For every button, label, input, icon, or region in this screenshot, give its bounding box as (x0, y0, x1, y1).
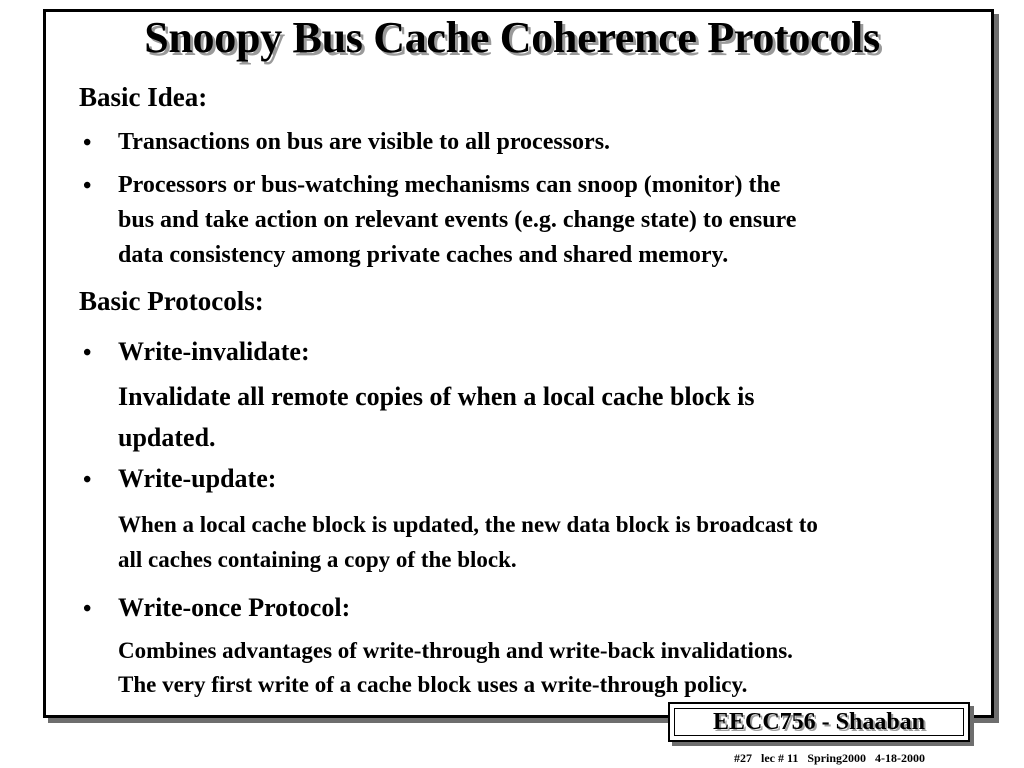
write-once-desc-line-1: Combines advantages of write-through and write-back invalidations. (118, 638, 793, 663)
bullet-icon: • (83, 173, 92, 199)
course-badge-label: EECC756 - Shaaban (674, 708, 964, 736)
bullet-icon: • (83, 467, 92, 493)
write-once-desc-line-2: The very first write of a cache block uses a write-through policy. (118, 672, 748, 697)
write-invalidate-label: Write-invalidate: (118, 337, 310, 366)
bullet-icon: • (83, 596, 92, 622)
course-badge (668, 702, 970, 742)
bullet-icon: • (83, 340, 92, 366)
bullet-icon: • (83, 130, 92, 156)
write-update-desc-line-1: When a local cache block is updated, the new data block is broadcast to (118, 512, 818, 537)
idea-bullet-2-line-3: data consistency among private caches and shared memory. (118, 242, 729, 268)
idea-bullet-1-line-1: Transactions on bus are visible to all processors. (118, 129, 611, 155)
slide-title: Snoopy Bus Cache Coherence Protocols (144, 13, 880, 62)
write-invalidate-desc-line-1: Invalidate all remote copies of when a local cache block is (118, 382, 755, 411)
basic-idea-heading: Basic Idea: (79, 82, 208, 112)
write-invalidate-desc-line-2: updated. (118, 423, 216, 452)
idea-bullet-2-line-2: bus and take action on relevant events (e.g. change state) to ensure (118, 207, 797, 233)
basic-protocols-heading: Basic Protocols: (79, 286, 264, 316)
write-once-label: Write-once Protocol: (118, 593, 351, 622)
idea-bullet-2-line-1: Processors or bus-watching mechanisms can snoop (monitor) the (118, 172, 781, 198)
write-update-desc-line-2: all caches containing a copy of the block. (118, 547, 517, 572)
write-update-label: Write-update: (118, 464, 277, 493)
slide-footer: #27 lec # 11 Spring2000 4-18-2000 (734, 751, 925, 765)
